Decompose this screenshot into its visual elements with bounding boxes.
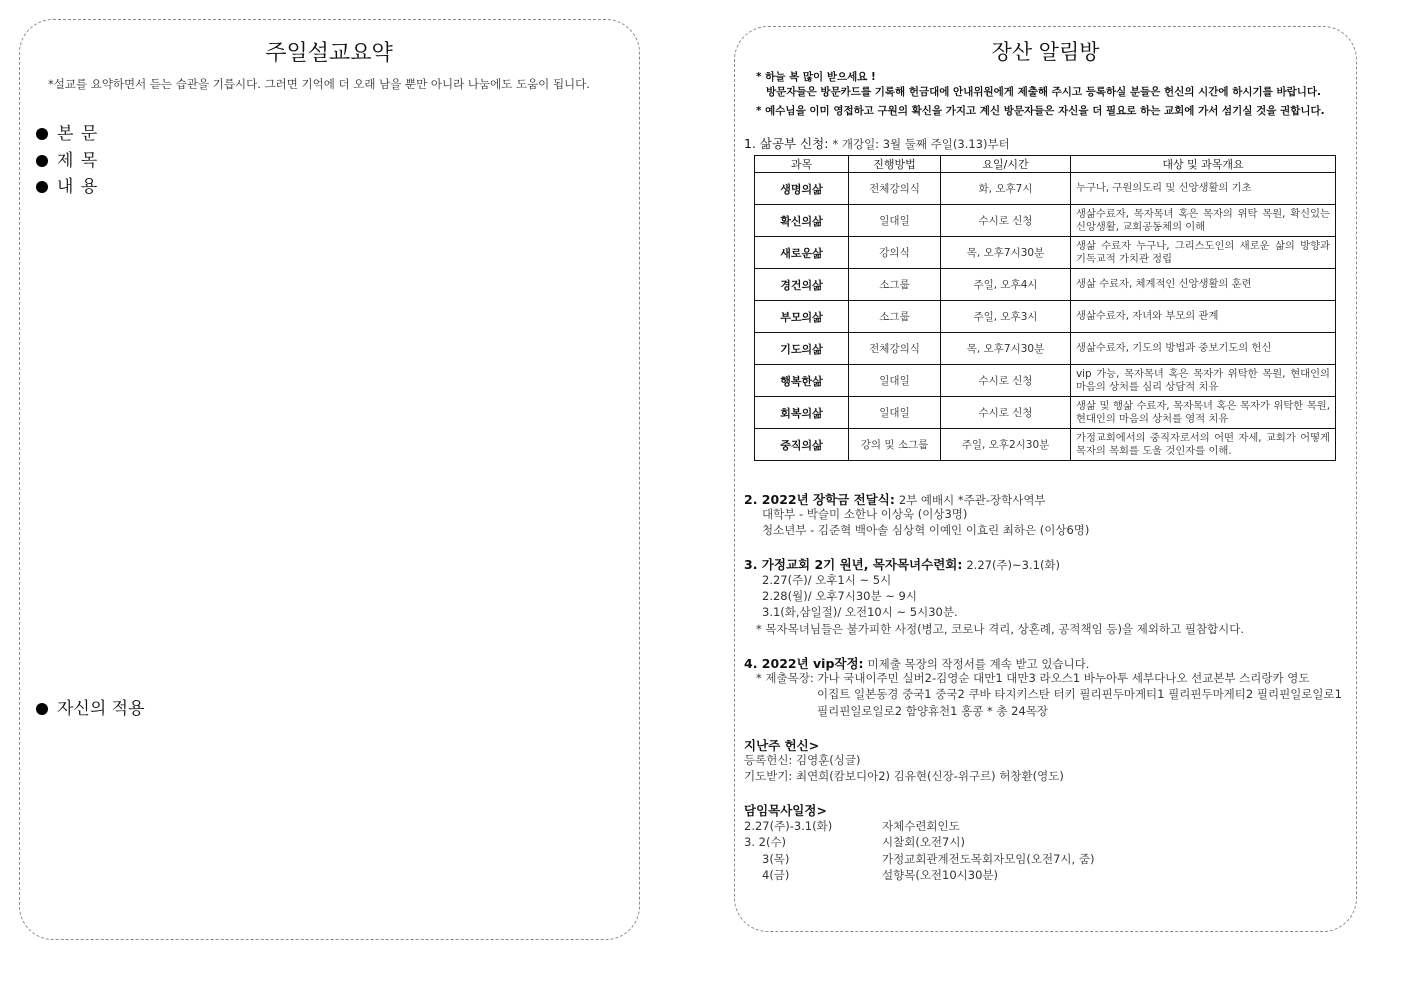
- schedule-date: 2.27(주)-3.1(화): [744, 819, 833, 833]
- bullet-dot-icon: [36, 128, 48, 140]
- retreat-note: * 목자목녀님들은 불가피한 사정(병고, 코로나 격리, 상혼례, 공적책임 등)을 제외하고 필참합시다.: [756, 622, 1245, 636]
- course-name: 확신의삶: [755, 205, 849, 237]
- course-time: 주일, 오후4시: [941, 269, 1071, 301]
- table-row: [755, 429, 1336, 461]
- schedule-date: 4(금): [762, 868, 790, 882]
- course-method: 일대일: [849, 205, 941, 237]
- course-time: 화, 오후7시: [941, 173, 1071, 205]
- course-method: 전체강의식: [849, 333, 941, 365]
- section-life-study: [744, 134, 1010, 152]
- bullet-label: 내 용: [57, 177, 99, 197]
- vip-list-3: 필리핀일로일로2 함양휴천1 홍콩 * 총 24목장: [817, 704, 1049, 718]
- section-rest: 2.27(주)~3.1(화): [966, 558, 1061, 572]
- bullet-content: [36, 172, 98, 197]
- sermon-summary-panel: [19, 19, 640, 940]
- course-time: 수시로 신청: [941, 397, 1071, 429]
- course-name: 생명의삶: [755, 173, 849, 205]
- course-name: 부모의삶: [755, 301, 849, 333]
- course-time: 수시로 신청: [941, 365, 1071, 397]
- bullet-dot-icon: [36, 703, 48, 715]
- bullet-label: 본 문: [57, 124, 99, 144]
- course-method: 전체강의식: [849, 173, 941, 205]
- course-table-header: [755, 156, 1336, 173]
- bullet-application: [36, 694, 145, 719]
- section-head: 2. 2022년 장학금 전달식:: [744, 492, 895, 507]
- scholarship-university: 대학부 - 박슬미 소한나 이상욱 (이상3명): [762, 507, 968, 521]
- course-desc: 생삶 및 행삶 수료자, 목자목녀 혹은 목자가 위탁한 목원, 현대인의 마음의 상처를 영적 치유: [1071, 397, 1336, 429]
- table-row: [755, 237, 1336, 269]
- course-time: 목, 오후7시30분: [941, 237, 1071, 269]
- course-time: 목, 오후7시30분: [941, 333, 1071, 365]
- offering-registration: 등록헌신: 김영훈(싱글): [744, 753, 861, 767]
- course-method: 소그룹: [849, 301, 941, 333]
- course-desc: 생삶 수료자, 체계적인 신앙생활의 훈련: [1071, 269, 1336, 301]
- offering-head: 지난주 헌신>: [744, 738, 820, 753]
- header-time: 요일/시간: [941, 156, 1071, 173]
- course-method: 강의 및 소그룹: [849, 429, 941, 461]
- table-row: [755, 301, 1336, 333]
- header-desc: 대상 및 과목개요: [1071, 156, 1336, 173]
- course-name: 행복한삶: [755, 365, 849, 397]
- bullet-scripture: [36, 119, 98, 144]
- course-time: 주일, 오후3시: [941, 301, 1071, 333]
- course-desc: 생삶수료자, 목자목녀 혹은 목자의 위탁 목원, 확신있는 신앙생활, 교회공동체의 이해: [1071, 205, 1336, 237]
- course-time: 주일, 오후2시30분: [941, 429, 1071, 461]
- schedule-event: 자체수련회인도: [882, 819, 960, 833]
- table-row: [755, 269, 1336, 301]
- course-name: 중직의삶: [755, 429, 849, 461]
- course-desc: 누구나, 구원의도리 및 신앙생활의 기초: [1071, 173, 1336, 205]
- table-row: [755, 173, 1336, 205]
- vip-list-1: * 제출목장: 가나 국내이주민 실버2-김영순 대만1 대만3 라오스1 바누아투 세부다나오 선교본부 스리랑카 영도: [756, 671, 1310, 685]
- course-name: 회복의삶: [755, 397, 849, 429]
- section-note: * 개강일: 3월 둘째 주일(3.13)부터: [832, 137, 1010, 151]
- bullet-label: 자신의 적용: [57, 699, 145, 719]
- section-head: 3. 가정교회 2기 원년, 목자목녀수련회:: [744, 557, 963, 572]
- vip-list-2: 이집트 일본동경 중국1 중국2 쿠바 타지키스탄 터키 필리핀두마게티1 필리핀두마게티2 필리핀일로일로1: [817, 687, 1342, 701]
- course-desc: 생삶수료자, 기도의 방법과 중보기도의 헌신: [1071, 333, 1336, 365]
- bullet-label: 제 목: [57, 151, 99, 171]
- course-desc: 가정교회에서의 중직자로서의 어떤 자세, 교회가 어떻게 목자의 목회를 도울 것인자를 이해.: [1071, 429, 1336, 461]
- retreat-day2: 2.28(월)/ 오후7시30분 ~ 9시: [762, 589, 917, 603]
- course-method: 일대일: [849, 365, 941, 397]
- schedule-date: 3(목): [762, 852, 790, 866]
- section-retreat: [744, 555, 1060, 573]
- course-table: [754, 155, 1336, 461]
- course-name: 기도의삶: [755, 333, 849, 365]
- section-rest: 미제출 목장의 작정서를 계속 받고 있습니다.: [867, 657, 1090, 671]
- bullet-dot-icon: [36, 181, 48, 193]
- header-method: 진행방법: [849, 156, 941, 173]
- table-row: [755, 365, 1336, 397]
- bullet-title: [36, 146, 98, 171]
- schedule-event: 시찰회(오전7시): [882, 835, 965, 849]
- notice-greeting: * 하늘 복 많이 받으세요 !: [756, 71, 876, 83]
- schedule-event: 가정교회관계전도목회자모임(오전7시, 줌): [882, 852, 1095, 866]
- pastor-schedule-head: 담임목사일정>: [744, 803, 827, 818]
- notice-visitors: 방문자들은 방문카드를 기록해 헌금대에 안내위원에게 제출해 주시고 등록하실 분들은 헌신의 시간에 하시기를 바랍니다.: [766, 86, 1322, 98]
- retreat-day3: 3.1(화,삼일절)/ 오전10시 ~ 5시30분.: [762, 605, 958, 619]
- sermon-summary-title: 주일설교요약: [265, 41, 393, 66]
- course-desc: vip 가능, 목자목녀 혹은 목자가 위탁한 목원, 현대인의 마음의 상처를 심리 상담적 치유: [1071, 365, 1336, 397]
- notice-believers: * 예수님을 이미 영접하고 구원의 확신을 가지고 계신 방문자들은 자신을 더 필요로 하는 교회에 가서 섬기실 것을 권합니다.: [756, 105, 1325, 117]
- header-course: 과목: [755, 156, 849, 173]
- table-row: [755, 333, 1336, 365]
- course-time: 수시로 신청: [941, 205, 1071, 237]
- retreat-day1: 2.27(주)/ 오후1시 ~ 5시: [762, 573, 892, 587]
- scholarship-youth: 청소년부 - 김준혁 백아솔 심상혁 이예인 이효린 최하은 (이상6명): [762, 523, 1090, 537]
- course-method: 소그룹: [849, 269, 941, 301]
- course-method: 일대일: [849, 397, 941, 429]
- table-row: [755, 205, 1336, 237]
- section-head: 4. 2022년 vip작정:: [744, 656, 864, 671]
- course-method: 강의식: [849, 237, 941, 269]
- announcements-title: 장산 알림방: [991, 40, 1100, 64]
- course-name: 새로운삶: [755, 237, 849, 269]
- table-row: [755, 397, 1336, 429]
- course-desc: 생삶 수료자 누구나, 그리스도인의 새로운 삶의 방향과 기독교적 가치관 정립: [1071, 237, 1336, 269]
- schedule-date: 3. 2(수): [744, 835, 787, 849]
- section-head: 1. 삶공부 신청:: [744, 136, 829, 151]
- sermon-summary-note: *설교를 요약하면서 듣는 습관을 기릅시다. 그러면 기억에 더 오래 남을 뿐만 아니라 나눔에도 도움이 됩니다.: [48, 77, 590, 91]
- course-desc: 생삶수료자, 자녀와 부모의 관계: [1071, 301, 1336, 333]
- schedule-event: 설향목(오전10시30분): [882, 868, 999, 882]
- bullet-dot-icon: [36, 155, 48, 167]
- course-name: 경건의삶: [755, 269, 849, 301]
- offering-prayer: 기도받기: 최연희(캄보디아2) 김유현(신장-위구르) 허창환(영도): [744, 769, 1064, 783]
- section-rest: 2부 예배시 *주관-장학사역부: [898, 493, 1046, 507]
